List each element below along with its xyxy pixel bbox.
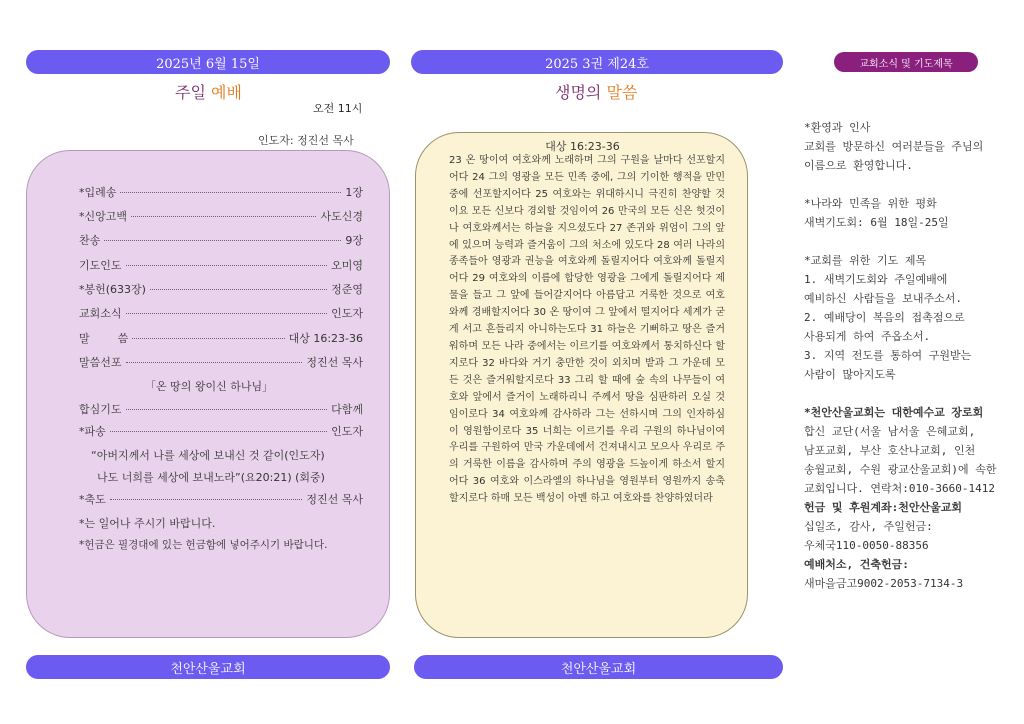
church-news (804, 118, 1009, 593)
order-label: 말 씀 (79, 332, 129, 345)
word-title-main: 생명의 (555, 83, 607, 102)
order-value: 대상 16:23-36 (288, 332, 363, 345)
order-value: 인도자 (331, 425, 363, 438)
order-row (79, 232, 363, 248)
news-line: 우체국110-0050-88356 (804, 539, 929, 552)
order-value: 사도신경 (320, 210, 363, 223)
order-row (79, 184, 363, 200)
order-value: 정진선 목사 (306, 493, 363, 506)
volume-banner: 2025 3권 제24호 (411, 50, 783, 74)
news-line: *환영과 인사 (804, 121, 871, 134)
word-title-accent: 말씀 (606, 83, 638, 102)
order-row (79, 491, 363, 507)
order-label: 찬송 (79, 234, 101, 247)
scripture-text: 23 온 땅이여 여호와께 노래하며 그의 구원을 날마다 선포할지어다 24 그의 영광을 모든 민족 중에, 그의 기이한 행적을 만민 중에 선포할지어다 25 여호와는 위대하시니 극진히 찬양할 것이요 모든 신보다 경외할 것임이여 26 만국의 모든 신은 헛것이나 여호와께서는 하늘을 지으셨도다 27 존귀와 위엄이 그의 앞에 있으며 능력과 즐거움이 그의 처소에 있도다 28 여러 나라의 종족들아 영광과 권능을 여호와께 돌릴지어다 여호와께 돌릴지어다 29 여호와의 이름에 합당한 영광을 그에게 돌릴지어다 제물을 들고 그 앞에 들어갈지어다 아름답고 거룩한 것으로 여호와께 경배할지어다 30 온 땅이여 그 앞에서 떨지어다 세계가 굳게 서고 흔들리지 아니하는도다 31 하늘은 기뻐하고 땅은 즐거워하며 모든 나라 중에서는 이르기를 여호와께서 통치하신다 할지로다 32 바다와 거기 충만한 것이 외치며 밭과 그 가운데 모든 것은 즐거워할지로다 33 그리 할 때에 숲 속의 나무들이 여호와 앞에서 즐거이 노래하리니 주께서 땅을 심판하러 오실 것임이로다 34 여호와께 감사하라 그는 선하시며 그의 인자하심이 영원함이로다 35 너희는 이르기를 우리 구원의 하나님이여 우리를 구원하여 만국 가운데에서 건져내시고 모으사 우리로 주의 거룩한 이름을 감사하며 주의 영광을 드높이게 하소서 할지어다 36 여호와 이스라엘의 하나님을 영원부터 영원까지 송축할지로다 하매 모든 백성이 아멘 하고 여호와를 찬양하였더라 (449, 155, 725, 505)
order-label: *축도 (79, 493, 106, 506)
church-name-footer: 천안산울교회 (26, 655, 390, 679)
worship-time: 오전 11시 (313, 102, 363, 115)
word-title (555, 80, 637, 103)
news-line: 송월교회, 수원 광교산울교회)에 속한 (804, 463, 997, 476)
order-label: 교회소식 (79, 307, 122, 320)
news-line: 합신 교단(서울 남서울 은혜교회, (804, 425, 976, 438)
order-label: 말씀선포 (79, 356, 122, 369)
news-line: 사람이 많아지도록 (804, 368, 896, 381)
order-row (79, 423, 363, 439)
order-row (79, 354, 363, 370)
news-line: 1. 새벽기도회와 주일예배에 (804, 273, 948, 286)
news-line: 십일조, 감사, 주일헌금: (804, 520, 933, 533)
scripture-reference: 대상 16:23-36 (545, 140, 620, 153)
order-row (79, 401, 363, 417)
order-value: 다함께 (331, 403, 363, 416)
order-value: 정진선 목사 (306, 356, 363, 369)
news-line: *나라와 민족을 위한 평화 (804, 197, 937, 210)
news-line: 교회입니다. 연락처:010-3660-1412 (804, 482, 995, 495)
news-line: 3. 지역 전도를 통하여 구원받는 (804, 349, 972, 362)
order-row (79, 305, 363, 321)
worship-title-accent: 예배 (211, 83, 242, 102)
news-line: 2. 예배당이 복음의 접촉점으로 (804, 311, 965, 324)
order-row (79, 330, 363, 346)
order-row (79, 281, 363, 297)
sermon-title: 「온 땅의 왕이신 하나님」 (145, 380, 274, 393)
sending-line-2: 나도 너희를 세상에 보내노라”(요20:21) (회중) (97, 471, 325, 484)
offering-note: *헌금은 필경대에 있는 헌금함에 넣어주시기 바랍니다. (79, 539, 328, 551)
stand-note: *는 일어나 주시기 바랍니다. (79, 517, 216, 530)
order-label: *입례송 (79, 186, 117, 199)
order-value: 정준영 (331, 283, 363, 296)
news-line: 사용되게 하여 주옵소서. (804, 330, 931, 343)
order-value: 인도자 (331, 307, 363, 320)
order-label: *파송 (79, 425, 106, 438)
order-of-service (26, 150, 390, 638)
church-name-footer: 천안산울교회 (414, 655, 783, 679)
news-line: 새마을금고9002-2053-7134-3 (804, 577, 964, 590)
news-line: 예배처소, 건축헌금: (804, 558, 909, 571)
worship-title-main: 주일 (175, 83, 211, 102)
order-value: 오미영 (331, 259, 363, 272)
scripture-box (415, 132, 748, 638)
order-label: *신앙고백 (79, 210, 128, 223)
order-value: 1장 (345, 186, 363, 199)
date-banner: 2025년 6월 15일 (26, 50, 390, 74)
order-label: 기도인도 (79, 259, 122, 272)
order-row (79, 257, 363, 273)
news-line: *교회를 위한 기도 제목 (804, 254, 927, 267)
news-line: 남포교회, 부산 호산나교회, 인천 (804, 444, 976, 457)
news-line: *천안산울교회는 대한예수교 장로회 (804, 406, 984, 419)
order-value: 9장 (345, 234, 363, 247)
worship-leader: 인도자: 정진선 목사 (258, 134, 354, 147)
sending-line-1: “아버지께서 나를 세상에 보내신 것 같이(인도자) (91, 449, 325, 462)
order-label: 합심기도 (79, 403, 122, 416)
news-line: 교회를 방문하신 여러분들을 주님의 (804, 140, 984, 153)
news-line: 예비하신 사람들을 보내주소서. (804, 292, 963, 305)
news-line: 새벽기도회: 6월 18일-25일 (804, 216, 949, 229)
order-label: *봉헌(633장) (79, 283, 146, 296)
news-line: 이름으로 환영합니다. (804, 159, 913, 172)
worship-title (175, 80, 242, 103)
news-line: 헌금 및 후원계좌:천안산울교회 (804, 501, 963, 514)
notice-tag: 교회소식 및 기도제목 (834, 52, 978, 72)
order-row (79, 208, 363, 224)
